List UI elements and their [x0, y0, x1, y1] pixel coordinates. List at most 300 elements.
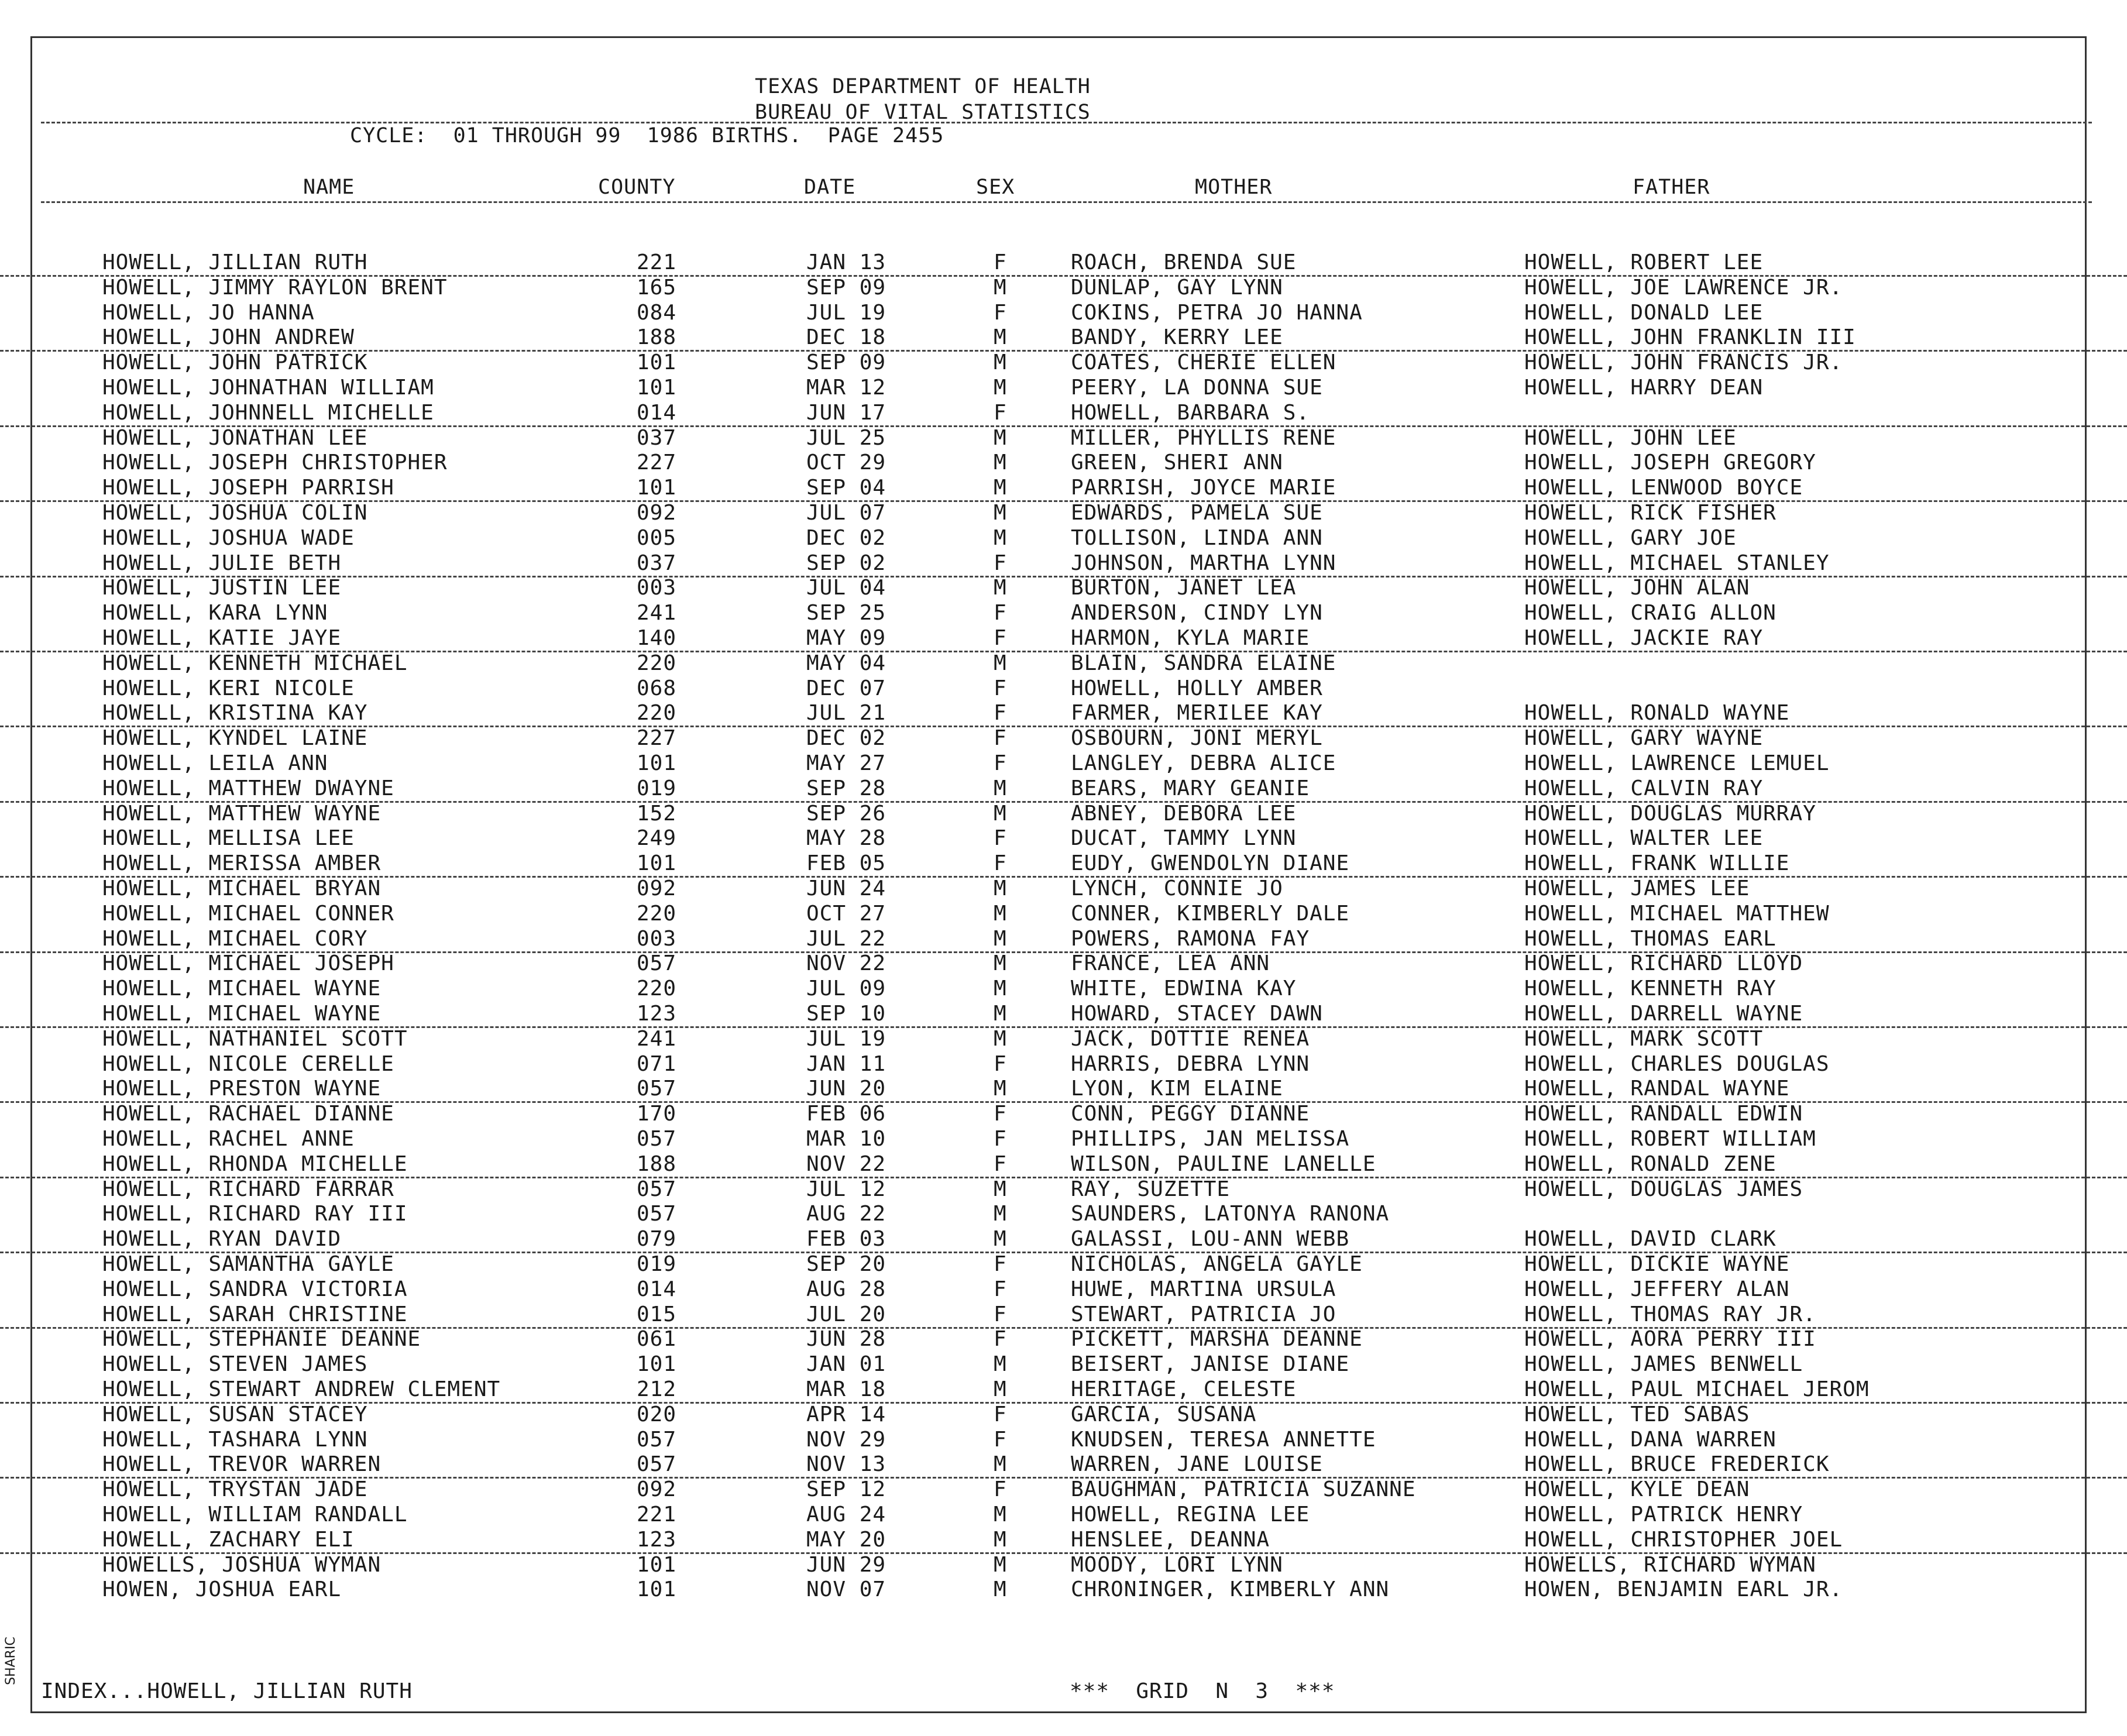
cell-name: HOWELL, JOSHUA COLIN	[102, 501, 368, 525]
table-row	[0, 501, 2127, 525]
table-row	[0, 1202, 2127, 1226]
cell-date: DEC 02	[806, 526, 886, 550]
cell-mother: CONN, PEGGY DIANNE	[1071, 1102, 1310, 1126]
cell-date: JUL 07	[806, 501, 886, 525]
cell-mother: BURTON, JANET LEA	[1071, 576, 1297, 600]
cell-county: 057	[637, 1177, 677, 1201]
cell-sex: F	[994, 1252, 1007, 1276]
cell-father: HOWELL, CHARLES DOUGLAS	[1524, 1052, 1830, 1076]
cell-sex: M	[994, 1352, 1007, 1376]
cell-mother: MOODY, LORI LYNN	[1071, 1553, 1283, 1577]
table-row	[0, 802, 2127, 826]
table-row	[0, 951, 2127, 976]
cell-date: AUG 22	[806, 1202, 886, 1226]
cell-mother: HOWELL, HOLLY AMBER	[1071, 676, 1323, 700]
cell-sex: F	[994, 751, 1007, 775]
cell-name: HOWELL, JOHN ANDREW	[102, 325, 355, 349]
cell-name: HOWELL, TASHARA LYNN	[102, 1428, 368, 1452]
cell-sex: F	[994, 1327, 1007, 1351]
cell-date: JUL 19	[806, 301, 886, 325]
table-row	[0, 1127, 2127, 1151]
cell-mother: HOWELL, REGINA LEE	[1071, 1503, 1310, 1527]
table-row	[0, 426, 2127, 451]
cell-county: 241	[637, 601, 677, 625]
cell-sex: M	[994, 476, 1007, 500]
cell-sex: M	[994, 426, 1007, 450]
table-row	[0, 1327, 2127, 1352]
table-row	[0, 250, 2127, 277]
cell-sex: M	[994, 350, 1007, 374]
cell-sex: F	[994, 826, 1007, 850]
cell-date: JUL 09	[806, 977, 886, 1001]
cell-name: HOWELL, JONATHAN LEE	[102, 426, 368, 450]
cell-county: 221	[637, 250, 677, 274]
cell-father: HOWELL, GARY WAYNE	[1524, 726, 1764, 750]
cell-sex: M	[994, 1553, 1007, 1577]
cell-county: 020	[637, 1402, 677, 1426]
cell-mother: EDWARDS, PAMELA SUE	[1071, 501, 1323, 525]
cell-mother: KNUDSEN, TERESA ANNETTE	[1071, 1428, 1376, 1452]
table-row	[0, 376, 2127, 400]
cell-county: 170	[637, 1102, 677, 1126]
cell-mother: ROACH, BRENDA SUE	[1071, 250, 1297, 274]
cell-sex: F	[994, 1127, 1007, 1151]
cell-date: APR 14	[806, 1402, 886, 1426]
cell-county: 101	[637, 476, 677, 500]
cell-name: HOWELL, MICHAEL WAYNE	[102, 1002, 382, 1026]
cell-father: HOWELL, CRAIG ALLON	[1524, 601, 1776, 625]
bureau-title: BUREAU OF VITAL STATISTICS	[755, 101, 1091, 124]
department-title: TEXAS DEPARTMENT OF HEALTH	[755, 75, 1091, 98]
cell-date: JUN 17	[806, 401, 886, 425]
cell-father: HOWELL, DICKIE WAYNE	[1524, 1252, 1790, 1276]
cell-date: MAY 04	[806, 651, 886, 675]
cell-mother: GREEN, SHERI ANN	[1071, 451, 1283, 475]
cell-father: HOWELL, JOE LAWRENCE JR.	[1524, 276, 1843, 300]
cell-sex: F	[994, 1402, 1007, 1426]
cell-county: 212	[637, 1377, 677, 1401]
cell-sex: M	[994, 1002, 1007, 1026]
cycle-line: CYCLE: 01 THROUGH 99 1986 BIRTHS. PAGE 2455	[350, 124, 944, 147]
cell-mother: LYON, KIM ELAINE	[1071, 1077, 1283, 1101]
cell-county: 188	[637, 1152, 677, 1176]
cell-date: SEP 02	[806, 551, 886, 575]
cell-name: HOWELL, MATTHEW WAYNE	[102, 802, 382, 826]
cell-sex: M	[994, 802, 1007, 826]
cell-sex: M	[994, 451, 1007, 475]
cell-sex: M	[994, 651, 1007, 675]
cell-date: JAN 13	[806, 250, 886, 274]
cell-date: JUN 29	[806, 1553, 886, 1577]
cell-name: HOWELL, MICHAEL WAYNE	[102, 977, 382, 1001]
grid-footer: *** GRID N 3 ***	[1070, 1679, 1335, 1703]
cell-name: HOWELL, JOHNATHAN WILLIAM	[102, 376, 434, 400]
cell-name: HOWELL, RYAN DAVID	[102, 1227, 342, 1251]
cell-father: HOWELL, DOUGLAS JAMES	[1524, 1177, 1803, 1201]
cell-name: HOWELL, JIMMY RAYLON BRENT	[102, 276, 448, 300]
cell-date: AUG 24	[806, 1503, 886, 1527]
cell-county: 152	[637, 802, 677, 826]
cell-sex: F	[994, 551, 1007, 575]
cell-mother: MILLER, PHYLLIS RENE	[1071, 426, 1336, 450]
table-row	[0, 1152, 2127, 1178]
cell-father: HOWELL, JAMES LEE	[1524, 876, 1750, 900]
cell-mother: PICKETT, MARSHA DEANNE	[1071, 1327, 1363, 1351]
cell-name: HOWELL, NATHANIEL SCOTT	[102, 1027, 408, 1051]
cell-county: 101	[637, 1352, 677, 1376]
table-row	[0, 701, 2127, 727]
cell-mother: BANDY, KERRY LEE	[1071, 325, 1283, 349]
cell-date: SEP 25	[806, 601, 886, 625]
cell-date: FEB 06	[806, 1102, 886, 1126]
cell-name: HOWELL, SAMANTHA GAYLE	[102, 1252, 394, 1276]
column-header-mother: MOTHER	[1195, 176, 1273, 199]
cell-mother: HERITAGE, CELESTE	[1071, 1377, 1297, 1401]
cell-mother: OSBOURN, JONI MERYL	[1071, 726, 1323, 750]
cell-father: HOWELL, KENNETH RAY	[1524, 977, 1776, 1001]
column-header-sex: SEX	[976, 176, 1015, 199]
table-row	[0, 526, 2127, 551]
cell-father: HOWELL, DANA WARREN	[1524, 1428, 1776, 1452]
table-row	[0, 876, 2127, 901]
cell-date: JUL 04	[806, 576, 886, 600]
cell-father: HOWELLS, RICHARD WYMAN	[1524, 1553, 1816, 1577]
cell-sex: F	[994, 1477, 1007, 1501]
cell-county: 101	[637, 1553, 677, 1577]
cell-sex: M	[994, 325, 1007, 349]
cell-father: HOWELL, MICHAEL STANLEY	[1524, 551, 1830, 575]
cell-sex: M	[994, 876, 1007, 900]
cell-county: 079	[637, 1227, 677, 1251]
table-row	[0, 651, 2127, 676]
cell-sex: M	[994, 1377, 1007, 1401]
cell-sex: M	[994, 902, 1007, 926]
cell-name: HOWELL, MICHAEL CONNER	[102, 902, 394, 926]
cell-name: HOWELL, MICHAEL JOSEPH	[102, 951, 394, 975]
cell-father: HOWELL, LENWOOD BOYCE	[1524, 476, 1803, 500]
cell-county: 014	[637, 1277, 677, 1301]
cell-name: HOWELL, KATIE JAYE	[102, 626, 342, 650]
cell-father: HOWELL, DOUGLAS MURRAY	[1524, 802, 1816, 826]
table-row	[0, 1302, 2127, 1329]
cell-sex: M	[994, 1202, 1007, 1226]
cell-name: HOWELL, RACHEL ANNE	[102, 1127, 355, 1151]
cell-father: HOWELL, WALTER LEE	[1524, 826, 1764, 850]
cell-county: 092	[637, 501, 677, 525]
cell-mother: POWERS, RAMONA FAY	[1071, 927, 1310, 951]
table-row	[0, 1553, 2127, 1577]
cell-mother: FARMER, MERILEE KAY	[1071, 701, 1323, 725]
cell-father: HOWELL, RONALD ZENE	[1524, 1152, 1776, 1176]
table-row	[0, 1252, 2127, 1277]
cell-father: HOWELL, LAWRENCE LEMUEL	[1524, 751, 1830, 775]
cell-mother: COKINS, PETRA JO HANNA	[1071, 301, 1363, 325]
column-header-date: DATE	[804, 176, 856, 199]
cell-mother: PEERY, LA DONNA SUE	[1071, 376, 1323, 400]
table-row	[0, 1227, 2127, 1253]
cell-mother: BAUGHMAN, PATRICIA SUZANNE	[1071, 1477, 1416, 1501]
cell-date: NOV 22	[806, 951, 886, 975]
cell-mother: GALASSI, LOU-ANN WEBB	[1071, 1227, 1350, 1251]
table-row	[0, 350, 2127, 375]
cell-date: SEP 12	[806, 1477, 886, 1501]
cell-name: HOWELL, JOHN PATRICK	[102, 350, 368, 374]
cell-sex: F	[994, 1428, 1007, 1452]
cell-mother: HOWARD, STACEY DAWN	[1071, 1002, 1323, 1026]
cell-mother: HARMON, KYLA MARIE	[1071, 626, 1310, 650]
cell-name: HOWELL, LEILA ANN	[102, 751, 328, 775]
table-row	[0, 576, 2127, 600]
cell-sex: M	[994, 1577, 1007, 1601]
cell-father: HOWELL, JOSEPH GREGORY	[1524, 451, 1816, 475]
table-row	[0, 1528, 2127, 1554]
cell-name: HOWELL, WILLIAM RANDALL	[102, 1503, 408, 1527]
cell-name: HOWELL, STEPHANIE DEANNE	[102, 1327, 421, 1351]
cell-father: HOWELL, ROBERT LEE	[1524, 250, 1764, 274]
cell-name: HOWELL, RICHARD RAY III	[102, 1202, 408, 1226]
cell-county: 101	[637, 1577, 677, 1601]
cell-father: HOWELL, DAVID CLARK	[1524, 1227, 1776, 1251]
cell-father: HOWELL, GARY JOE	[1524, 526, 1737, 550]
cell-sex: M	[994, 576, 1007, 600]
cell-county: 068	[637, 676, 677, 700]
table-row	[0, 451, 2127, 475]
cell-mother: STEWART, PATRICIA JO	[1071, 1302, 1336, 1326]
cell-sex: F	[994, 250, 1007, 274]
cell-name: HOWELL, SUSAN STACEY	[102, 1402, 368, 1426]
table-row	[0, 902, 2127, 926]
table-row	[0, 601, 2127, 625]
table-row	[0, 551, 2127, 577]
cell-father: HOWELL, HARRY DEAN	[1524, 376, 1764, 400]
cell-date: SEP 09	[806, 276, 886, 300]
cell-name: HOWELL, JOSEPH CHRISTOPHER	[102, 451, 448, 475]
cell-mother: HARRIS, DEBRA LYNN	[1071, 1052, 1310, 1076]
cell-sex: M	[994, 1503, 1007, 1527]
cell-county: 092	[637, 876, 677, 900]
cell-sex: F	[994, 726, 1007, 750]
cell-mother: NICHOLAS, ANGELA GAYLE	[1071, 1252, 1363, 1276]
cell-name: HOWELL, MELLISA LEE	[102, 826, 355, 850]
cell-date: MAY 20	[806, 1528, 886, 1552]
cell-county: 037	[637, 426, 677, 450]
cell-sex: M	[994, 501, 1007, 525]
cell-date: JUN 24	[806, 876, 886, 900]
cell-date: FEB 03	[806, 1227, 886, 1251]
cell-father: HOWEN, BENJAMIN EARL JR.	[1524, 1577, 1843, 1601]
cell-mother: LANGLEY, DEBRA ALICE	[1071, 751, 1336, 775]
cell-name: HOWELL, SANDRA VICTORIA	[102, 1277, 408, 1301]
cell-name: HOWELL, ZACHARY ELI	[102, 1528, 355, 1552]
cell-father: HOWELL, ROBERT WILLIAM	[1524, 1127, 1816, 1151]
cell-date: JUN 28	[806, 1327, 886, 1351]
cell-date: NOV 29	[806, 1428, 886, 1452]
cell-mother: EUDY, GWENDOLYN DIANE	[1071, 851, 1350, 875]
table-row	[0, 1452, 2127, 1479]
cell-date: JUL 12	[806, 1177, 886, 1201]
table-row	[0, 676, 2127, 701]
table-row	[0, 1377, 2127, 1404]
cell-mother: WARREN, JANE LOUISE	[1071, 1452, 1323, 1476]
cell-father: HOWELL, FRANK WILLIE	[1524, 851, 1790, 875]
cell-father: HOWELL, PATRICK HENRY	[1524, 1503, 1803, 1527]
cell-date: MAR 12	[806, 376, 886, 400]
cell-name: HOWELL, KARA LYNN	[102, 601, 328, 625]
cell-date: FEB 05	[806, 851, 886, 875]
cell-county: 220	[637, 902, 677, 926]
cell-mother: PARRISH, JOYCE MARIE	[1071, 476, 1336, 500]
cell-county: 101	[637, 350, 677, 374]
cell-date: SEP 20	[806, 1252, 886, 1276]
table-row	[0, 977, 2127, 1001]
table-row	[0, 1428, 2127, 1452]
cell-county: 241	[637, 1027, 677, 1051]
table-row	[0, 826, 2127, 851]
cell-mother: BEARS, MARY GEANIE	[1071, 776, 1310, 800]
column-header-father: FATHER	[1633, 176, 1710, 199]
cell-sex: F	[994, 401, 1007, 425]
cell-date: OCT 29	[806, 451, 886, 475]
cell-mother: BEISERT, JANISE DIANE	[1071, 1352, 1350, 1376]
cell-father: HOWELL, JOHN ALAN	[1524, 576, 1750, 600]
cell-name: HOWELL, NICOLE CERELLE	[102, 1052, 394, 1076]
table-row	[0, 325, 2127, 352]
cell-county: 057	[637, 951, 677, 975]
cell-father: HOWELL, THOMAS RAY JR.	[1524, 1302, 1816, 1326]
cell-father: HOWELL, JAMES BENWELL	[1524, 1352, 1803, 1376]
table-row	[0, 1402, 2127, 1427]
cell-mother: TOLLISON, LINDA ANN	[1071, 526, 1323, 550]
cell-name: HOWELL, JOSHUA WADE	[102, 526, 355, 550]
cell-county: 071	[637, 1052, 677, 1076]
cell-name: HOWELL, KYNDEL LAINE	[102, 726, 368, 750]
cell-mother: WILSON, PAULINE LANELLE	[1071, 1152, 1376, 1176]
table-row	[0, 401, 2127, 427]
cell-county: 101	[637, 751, 677, 775]
cell-name: HOWELL, PRESTON WAYNE	[102, 1077, 382, 1101]
cell-mother: BLAIN, SANDRA ELAINE	[1071, 651, 1336, 675]
cell-name: HOWELL, JULIE BETH	[102, 551, 342, 575]
cell-sex: M	[994, 776, 1007, 800]
cell-name: HOWELL, SARAH CHRISTINE	[102, 1302, 408, 1326]
table-row	[0, 1352, 2127, 1377]
cell-mother: SAUNDERS, LATONYA RANONA	[1071, 1202, 1390, 1226]
cell-date: NOV 07	[806, 1577, 886, 1601]
cell-father: HOWELL, DONALD LEE	[1524, 301, 1764, 325]
cell-date: OCT 27	[806, 902, 886, 926]
cell-father: HOWELL, JACKIE RAY	[1524, 626, 1764, 650]
cell-sex: M	[994, 376, 1007, 400]
cell-sex: M	[994, 977, 1007, 1001]
cell-sex: M	[994, 526, 1007, 550]
cell-county: 221	[637, 1503, 677, 1527]
cell-date: JUL 22	[806, 927, 886, 951]
cell-sex: M	[994, 927, 1007, 951]
table-row	[0, 1277, 2127, 1302]
cell-father: HOWELL, KYLE DEAN	[1524, 1477, 1750, 1501]
cell-name: HOWELL, JOHNNELL MICHELLE	[102, 401, 434, 425]
cell-date: DEC 07	[806, 676, 886, 700]
cell-name: HOWELL, RHONDA MICHELLE	[102, 1152, 408, 1176]
cell-father: HOWELL, JOHN FRANKLIN III	[1524, 325, 1856, 349]
cell-sex: F	[994, 626, 1007, 650]
table-row	[0, 301, 2127, 325]
cell-county: 092	[637, 1477, 677, 1501]
cell-name: HOWELL, JOSEPH PARRISH	[102, 476, 394, 500]
cell-father: HOWELL, CALVIN RAY	[1524, 776, 1764, 800]
cell-county: 015	[637, 1302, 677, 1326]
cell-sex: F	[994, 1102, 1007, 1126]
table-row	[0, 927, 2127, 953]
cell-county: 003	[637, 576, 677, 600]
table-row	[0, 1102, 2127, 1126]
cell-name: HOWELLS, JOSHUA WYMAN	[102, 1553, 382, 1577]
cell-date: NOV 13	[806, 1452, 886, 1476]
cell-father: HOWELL, DARRELL WAYNE	[1524, 1002, 1803, 1026]
cell-father: HOWELL, RANDALL EDWIN	[1524, 1102, 1803, 1126]
cell-county: 140	[637, 626, 677, 650]
cell-sex: M	[994, 1528, 1007, 1552]
cell-father: HOWELL, JOHN FRANCIS JR.	[1524, 350, 1843, 374]
cell-sex: M	[994, 276, 1007, 300]
cell-county: 005	[637, 526, 677, 550]
cell-date: NOV 22	[806, 1152, 886, 1176]
cell-date: JAN 01	[806, 1352, 886, 1376]
cell-sex: F	[994, 851, 1007, 875]
cell-mother: COATES, CHERIE ELLEN	[1071, 350, 1336, 374]
table-row	[0, 476, 2127, 502]
cell-date: SEP 28	[806, 776, 886, 800]
cell-date: JAN 11	[806, 1052, 886, 1076]
cell-mother: DUCAT, TAMMY LYNN	[1071, 826, 1297, 850]
cell-county: 101	[637, 376, 677, 400]
column-header-name: NAME	[303, 176, 355, 199]
cell-mother: GARCIA, SUSANA	[1071, 1402, 1257, 1426]
cell-date: AUG 28	[806, 1277, 886, 1301]
table-row	[0, 776, 2127, 803]
cell-sex: M	[994, 1227, 1007, 1251]
table-row	[0, 1503, 2127, 1527]
cell-name: HOWEN, JOSHUA EARL	[102, 1577, 342, 1601]
cell-county: 220	[637, 977, 677, 1001]
cell-name: HOWELL, JO HANNA	[102, 301, 315, 325]
cell-sex: M	[994, 1452, 1007, 1476]
cell-county: 057	[637, 1452, 677, 1476]
cell-name: HOWELL, TREVOR WARREN	[102, 1452, 382, 1476]
cell-mother: CONNER, KIMBERLY DALE	[1071, 902, 1350, 926]
cell-county: 019	[637, 776, 677, 800]
cell-mother: DUNLAP, GAY LYNN	[1071, 276, 1283, 300]
cell-sex: F	[994, 676, 1007, 700]
cell-name: HOWELL, MICHAEL CORY	[102, 927, 368, 951]
cell-mother: HUWE, MARTINA URSULA	[1071, 1277, 1336, 1301]
cell-county: 220	[637, 651, 677, 675]
cell-date: MAR 10	[806, 1127, 886, 1151]
cell-name: HOWELL, JUSTIN LEE	[102, 576, 342, 600]
cell-father: HOWELL, PAUL MICHAEL JEROM	[1524, 1377, 1870, 1401]
cell-county: 123	[637, 1528, 677, 1552]
cell-mother: JOHNSON, MARTHA LYNN	[1071, 551, 1336, 575]
cell-name: HOWELL, KRISTINA KAY	[102, 701, 368, 725]
table-row	[0, 1002, 2127, 1028]
cell-father: HOWELL, RICK FISHER	[1524, 501, 1776, 525]
cell-name: HOWELL, MATTHEW DWAYNE	[102, 776, 394, 800]
table-row	[0, 1077, 2127, 1103]
cell-date: DEC 18	[806, 325, 886, 349]
cell-mother: HOWELL, BARBARA S.	[1071, 401, 1310, 425]
cell-county: 061	[637, 1327, 677, 1351]
cell-mother: ABNEY, DEBORA LEE	[1071, 802, 1297, 826]
